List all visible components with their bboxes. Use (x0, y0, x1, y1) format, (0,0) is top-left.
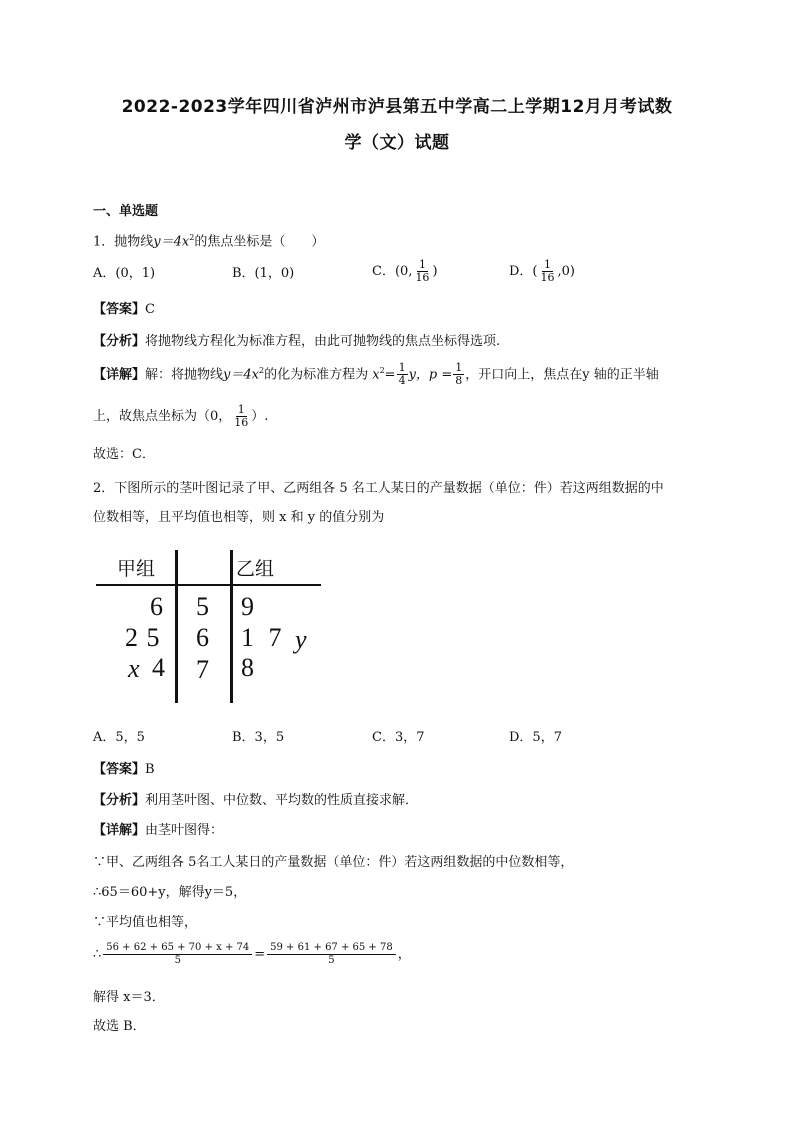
detail-text: 的化为标准方程为 (264, 367, 369, 383)
analysis-text: 利用茎叶图、中位数、平均数的性质直接求解． (145, 793, 419, 808)
right-mean-fraction (267, 942, 396, 967)
fraction-numerator: 1 (237, 403, 245, 416)
q2-answer (93, 761, 155, 779)
detail-text: 由茎叶图得： (145, 823, 224, 838)
therefore-symbol: ∴ (93, 947, 102, 962)
q2-option-d: D．5，7 (509, 730, 562, 745)
q1-exponent: 2 (189, 233, 195, 242)
detail-text: 上，故焦点坐标为（0， (93, 409, 232, 424)
detail-text: ，开口向上，焦点在y 轴的正半轴 (465, 367, 659, 383)
fraction-denominator: 8 (455, 374, 463, 388)
q2-option-b: B．3，5 (232, 730, 285, 745)
detail-tag: 【详解】 (93, 823, 146, 838)
q1-equation: y＝4x (153, 234, 190, 250)
stem-leaf-plot (93, 545, 333, 705)
fraction-denominator: 5 (174, 955, 181, 966)
answer-value: B (145, 762, 155, 777)
q1-detail-line2 (93, 404, 268, 429)
q2-detail (93, 822, 223, 840)
q1-detail-line1 (93, 362, 659, 387)
detail-fraction (232, 404, 250, 429)
detail-exponent: 2 (379, 366, 385, 375)
equals-sign: = (254, 947, 266, 962)
q2-because-mean: ∵平均值也相等， (93, 915, 198, 930)
row2-stem: 6 (196, 623, 209, 652)
q1-option-d (509, 259, 575, 284)
group-jia-header: 甲组 (117, 558, 156, 580)
answer-tag: 【答案】 (93, 762, 146, 777)
fraction-numerator: 56 + 62 + 65 + 70 + x + 74 (103, 942, 252, 955)
q1-stem (93, 229, 324, 251)
q1-option-c (372, 259, 438, 284)
row1-stem: 5 (196, 592, 209, 621)
row2-left-leaves: 2 5 (125, 623, 160, 652)
fraction-denominator: 16 (540, 271, 555, 284)
row3-left-leaves: 4 (152, 653, 165, 682)
q2-mean-equation (93, 942, 411, 967)
detail-equation: x (372, 367, 380, 383)
detail-text: ）. (251, 409, 269, 424)
q2-because-median: ∵甲、乙两组各 5名工人某日的产量数据（单位：件）若这两组数据的中位数相等， (93, 855, 574, 870)
q2-analysis (93, 792, 418, 810)
section-heading: 一、单选题 (93, 204, 159, 219)
fraction-numerator: 1 (398, 361, 406, 375)
fraction-numerator: 1 (544, 258, 551, 271)
row3-stem: 7 (196, 655, 209, 684)
left-stem-line (175, 550, 178, 703)
row2-unknown-y: y (295, 625, 307, 654)
q1-answer (93, 301, 155, 319)
fraction-denominator: 5 (328, 955, 335, 966)
fraction-denominator: 4 (398, 374, 406, 388)
row2-right-leaves: 1 7 (241, 623, 282, 652)
q2-stem-line2: 位数相等，且平均值也相等，则 x 和 y 的值分别为 (93, 510, 385, 525)
left-mean-fraction (103, 942, 252, 967)
detail-tag: 【详解】 (93, 367, 146, 383)
fraction-denominator: 16 (415, 271, 430, 284)
q1-option-d-fraction (539, 259, 557, 284)
q1-option-c-prefix: C．(0, (372, 264, 413, 279)
detail-exponent: 2 (258, 366, 265, 375)
q1-option-b: B．(1，0) (232, 266, 295, 281)
document-title-line1: 2022-2023学年四川省泸州市泸县第五中学高二上学期12月月考试数 (121, 97, 673, 117)
q1-option-d-prefix: D．( (509, 264, 538, 279)
q2-conclusion: 故选 B． (93, 1019, 146, 1034)
q2-stem-line1: 2．下图所示的茎叶图记录了甲、乙两组各 5 名工人某日的产量数据（单位：件）若这两组数据的中 (93, 481, 664, 496)
q1-question-text: 的焦点坐标是（ ） (194, 234, 325, 250)
detail-text: 解：将抛物线 (145, 367, 224, 383)
answer-value: C (145, 302, 155, 317)
row3-unknown-x: x (128, 654, 140, 683)
detail-equation: y＝4x (223, 367, 259, 383)
fraction-numerator: 1 (418, 258, 426, 271)
q2-option-a: A．5，5 (93, 730, 145, 745)
document-title-line2: 学（文）试题 (344, 133, 450, 153)
detail-text: y，p = (408, 367, 453, 383)
detail-fraction (453, 362, 464, 387)
q1-number: 1．抛物线 (93, 234, 154, 250)
q1-option-c-suffix: ) (432, 264, 438, 279)
fraction-numerator: 1 (455, 361, 463, 375)
row1-left-leaves: 6 (150, 592, 163, 621)
right-stem-line (230, 550, 233, 703)
row1-right-leaves: 9 (241, 592, 254, 621)
q2-therefore-y: ∴65＝60+y，解得y＝5， (93, 885, 247, 900)
q1-conclusion: 故选：C． (93, 447, 155, 462)
q2-option-c: C．3，7 (372, 730, 425, 745)
q1-option-a: A．(0，1) (93, 266, 156, 281)
q1-option-d-suffix: ,0) (557, 264, 575, 279)
q1-analysis (93, 333, 500, 351)
fraction-numerator: 59 + 61 + 67 + 65 + 78 (267, 942, 396, 955)
answer-tag: 【答案】 (93, 302, 146, 317)
detail-fraction (397, 362, 408, 387)
equation-end: ， (397, 947, 411, 962)
header-divider-line (96, 584, 321, 586)
group-yi-header: 乙组 (236, 558, 275, 580)
analysis-tag: 【分析】 (93, 793, 146, 808)
detail-equals: = (384, 367, 396, 383)
fraction-denominator: 16 (234, 416, 249, 429)
analysis-text: 将抛物线方程化为标准方程，由此可抛物线的焦点坐标得选项. (145, 334, 501, 349)
row3-right-leaves: 8 (241, 653, 254, 682)
analysis-tag: 【分析】 (93, 334, 146, 349)
q2-solve-x: 解得 x＝3． (93, 990, 165, 1005)
q1-option-c-fraction (413, 259, 431, 284)
